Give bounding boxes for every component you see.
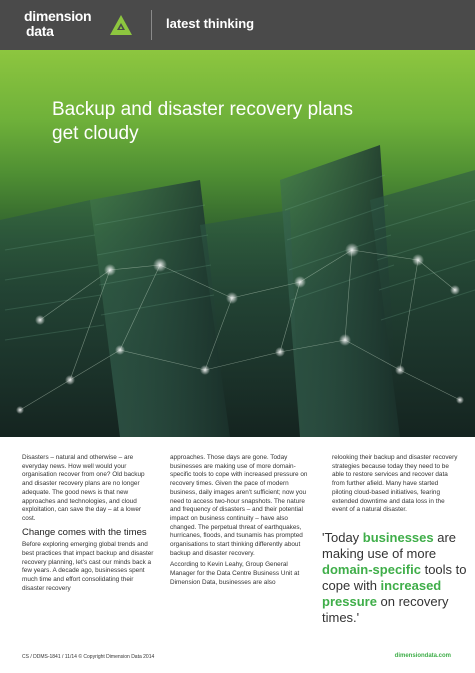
intro-paragraph: Disasters – natural and otherwise – are everyday news. How well would your organisation recover from one? Old backup and disaster recovery plans are no longer adequate. The good news is that new approaches and technologies, and cloud exploitation, can save the day – at a lower cost. (22, 454, 145, 522)
quote-highlight: increased pressure (322, 578, 442, 609)
body-paragraph: Before exploring emerging global trends and best practices that impact backup and disaster recovery planning, let's cast our minds back a few years. A decade ago, businesses spent much time and effort consolidating their disaster recovery (22, 541, 154, 592)
logo-triangle-icon (109, 14, 133, 36)
body-column-2 (170, 454, 310, 591)
dimension-data-logo[interactable] (24, 8, 134, 42)
header-divider (151, 10, 152, 40)
footer-website-link[interactable]: dimensiondata.com (394, 653, 451, 659)
quote-highlight: domain-specific (322, 562, 421, 577)
pull-quote (322, 530, 467, 626)
footer-copyright: CS / DDMS-1841 / 11/14 © Copyright Dimension Data 2014 (22, 654, 155, 660)
section-subheading: Change comes with the times (22, 526, 147, 538)
body-column-1 (22, 454, 156, 597)
quote-text: on recovery times.' (322, 594, 449, 625)
header-bar (0, 0, 475, 50)
quote-highlight: businesses (362, 530, 434, 545)
body-paragraph: According to Kevin Leahy, Group General Manager for the Data Centre Business Unit at Dimension Data, businesses are also (170, 561, 300, 586)
quote-text: tools to cope with (322, 562, 467, 593)
quote-text: are making use of more (322, 530, 457, 561)
logo-text-line2: data (26, 23, 54, 39)
hero-image (0, 50, 475, 437)
body-column-3 (332, 454, 458, 518)
header-title: latest thinking (166, 16, 255, 31)
quote-text: 'Today (322, 530, 363, 545)
body-paragraph: approaches. Those days are gone. Today businesses are making use of more domain-specific tools to cope with increased pressure on recovery times. Given the pace of modern business, daily images aren't sufficient; now you need to access two-hour snapshots. The nature and frequency of disasters – and their potential impact on business continuity – have also changed. The perpetual threat of earthquakes, hurricanes, floods, and tsunamis has prompted organisations to start thinking differently about backup and disaster recovery. (170, 454, 308, 557)
logo-text-line1: dimension (24, 8, 92, 24)
body-paragraph: relooking their backup and disaster recovery strategies because today they need to be able to restore services and recover data from further afield. Many have started piloting cloud-based initiatives, fearing extended downtime and data loss in the event of a natural disaster. (332, 454, 458, 514)
hero-title: Backup and disaster recovery plans get cloudy (52, 99, 353, 144)
